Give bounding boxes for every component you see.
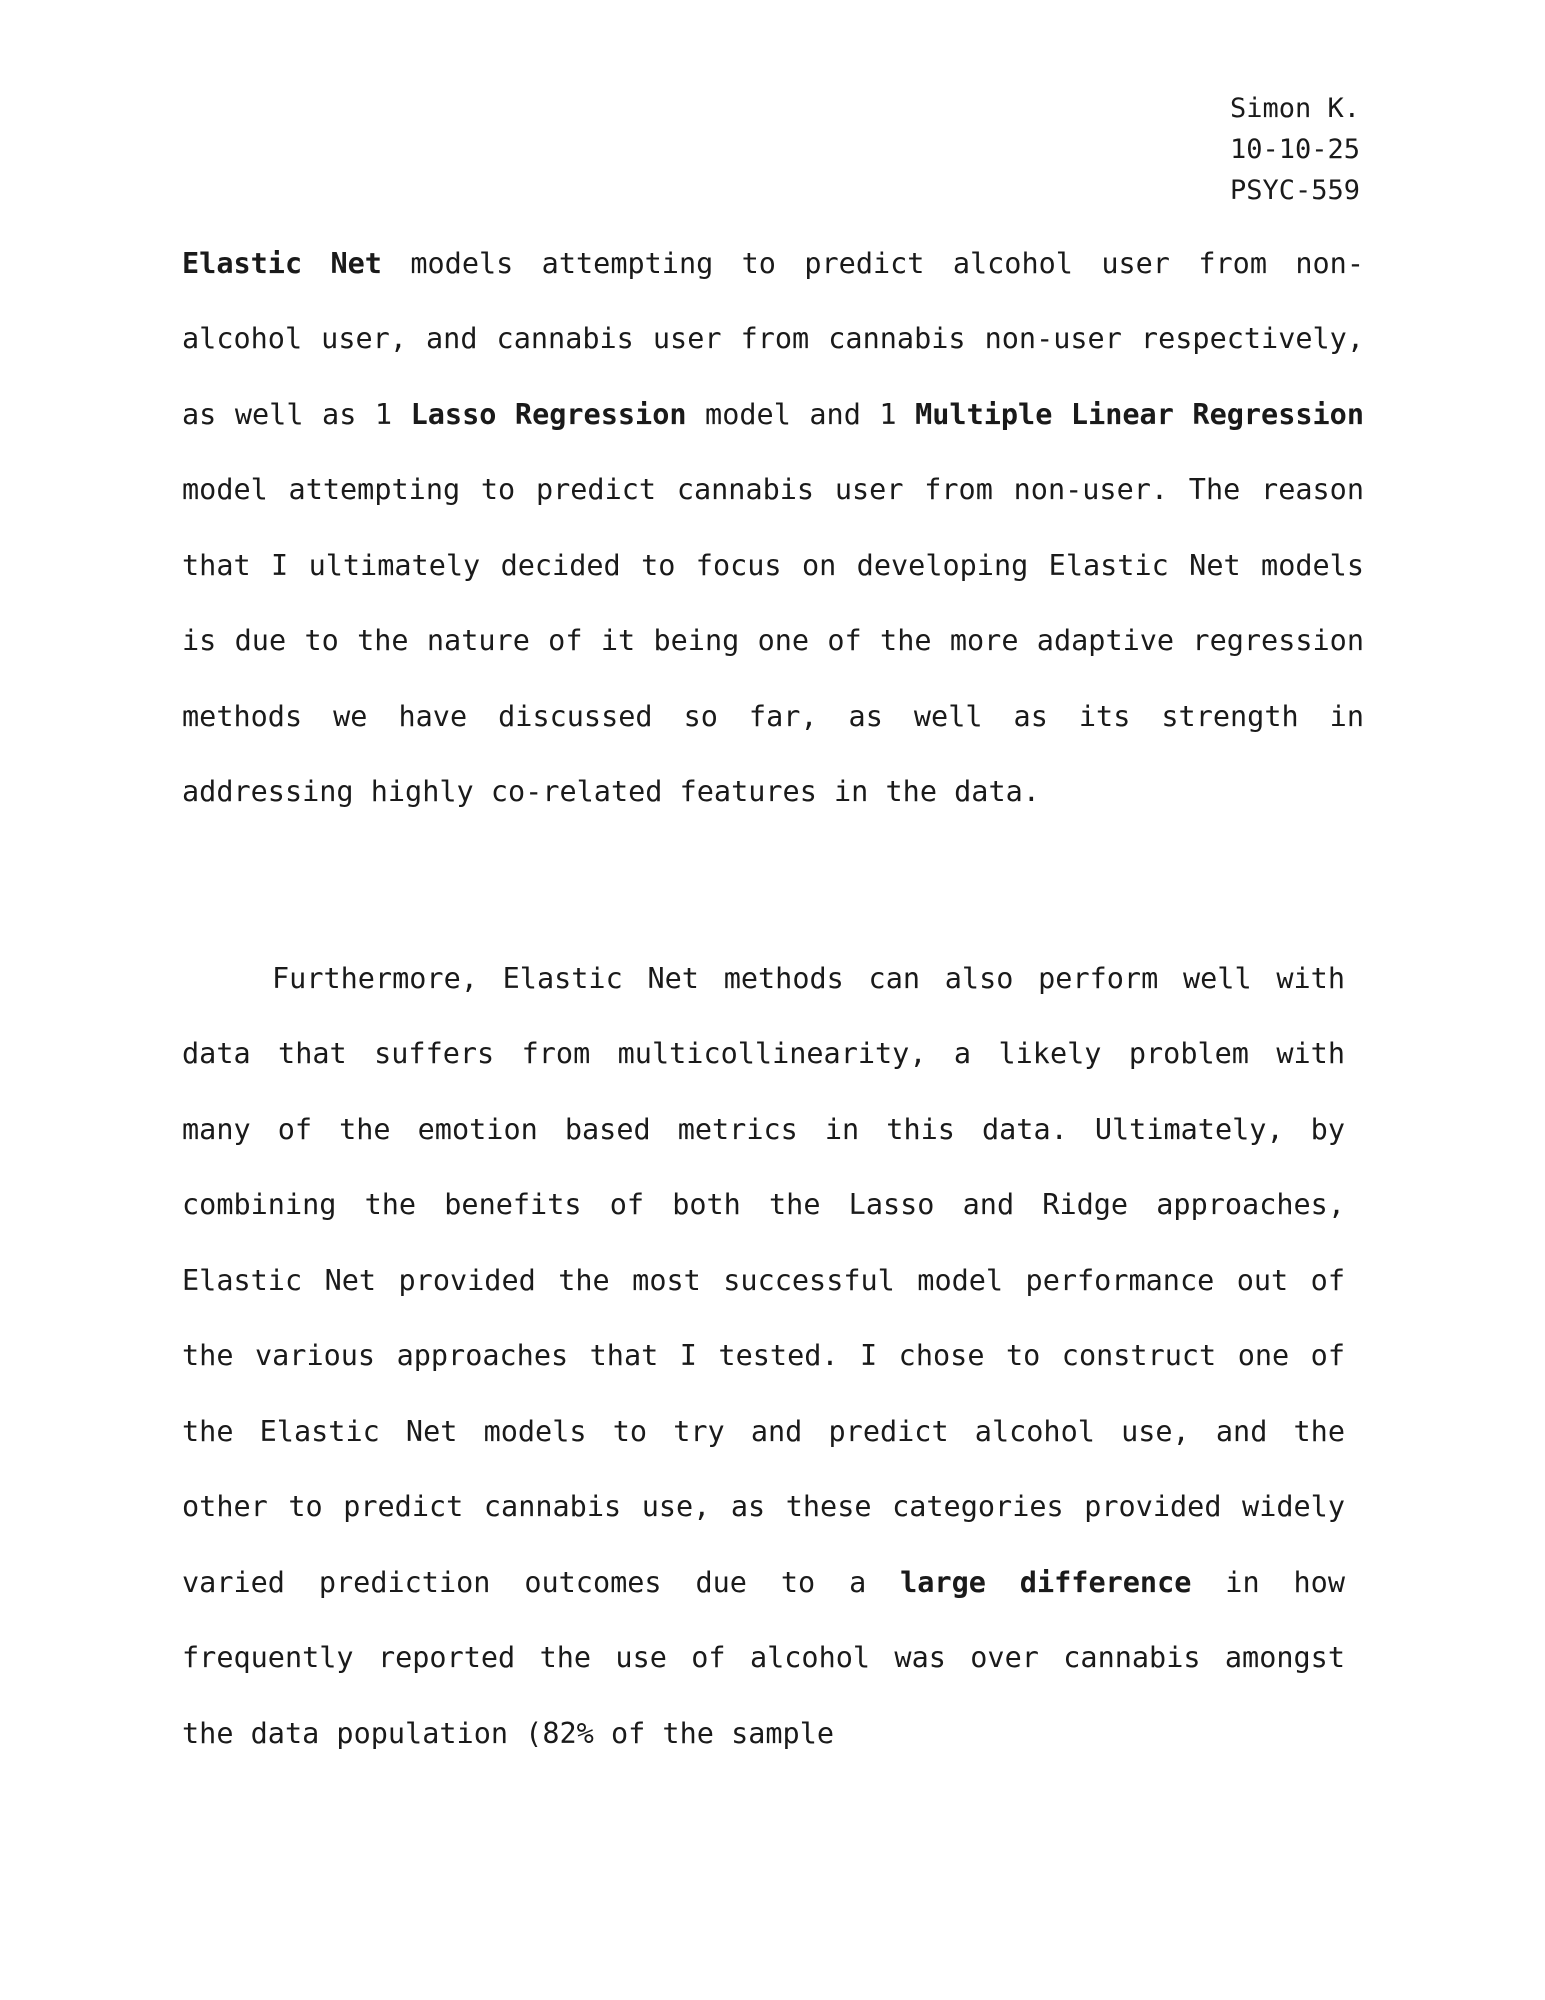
bold-term-elastic-net: Elastic Net (182, 246, 382, 280)
document-header (1230, 88, 1360, 211)
body-paragraph-2 (182, 941, 1345, 1772)
paragraph-text: model attempting to predict cannabis user from non-user. The reason that I ultimately decided to focus on developing Elastic Net models is due to the nature of it being one of the more adaptive regression methods we have discussed so far, as well as its strength in addressing highly co-related features in the data. (182, 473, 1364, 808)
course-code: PSYC-559 (1229, 175, 1360, 206)
bold-term-lasso-regression: Lasso Regression (410, 397, 687, 431)
paragraph-text: model and 1 (686, 397, 916, 431)
paragraph-text: models attempting to predict alcohol user from non-alcohol user, and cannabis user from cannabis non-user respectively, as well as 1 (182, 246, 1364, 431)
document-date: 10-10-25 (1229, 134, 1360, 165)
paragraph-text: in how frequently reported the use of alcohol was over cannabis amongst the data population (82% of the sample (182, 1565, 1345, 1750)
paragraph-text: Furthermore, Elastic Net methods can also perform well with data that suffers from multicollinearity, a likely problem with many of the emotion based metrics in this data. Ultimately, by combining the benefits of both the Lasso and Ridge approaches, Elastic Net provided the most successful model performance out of the various approaches that I tested. I chose to construct one of the Elastic Net models to try and predict alcohol use, and the other to predict cannabis use, as these categories provided widely varied prediction outcomes due to a (182, 961, 1345, 1599)
bold-term-large-difference: large difference (900, 1565, 1192, 1599)
body-paragraph-1 (182, 226, 1364, 830)
bold-term-multiple-linear-regression: Multiple Linear Regression (915, 397, 1364, 431)
author-name: Simon K. (1229, 93, 1360, 124)
